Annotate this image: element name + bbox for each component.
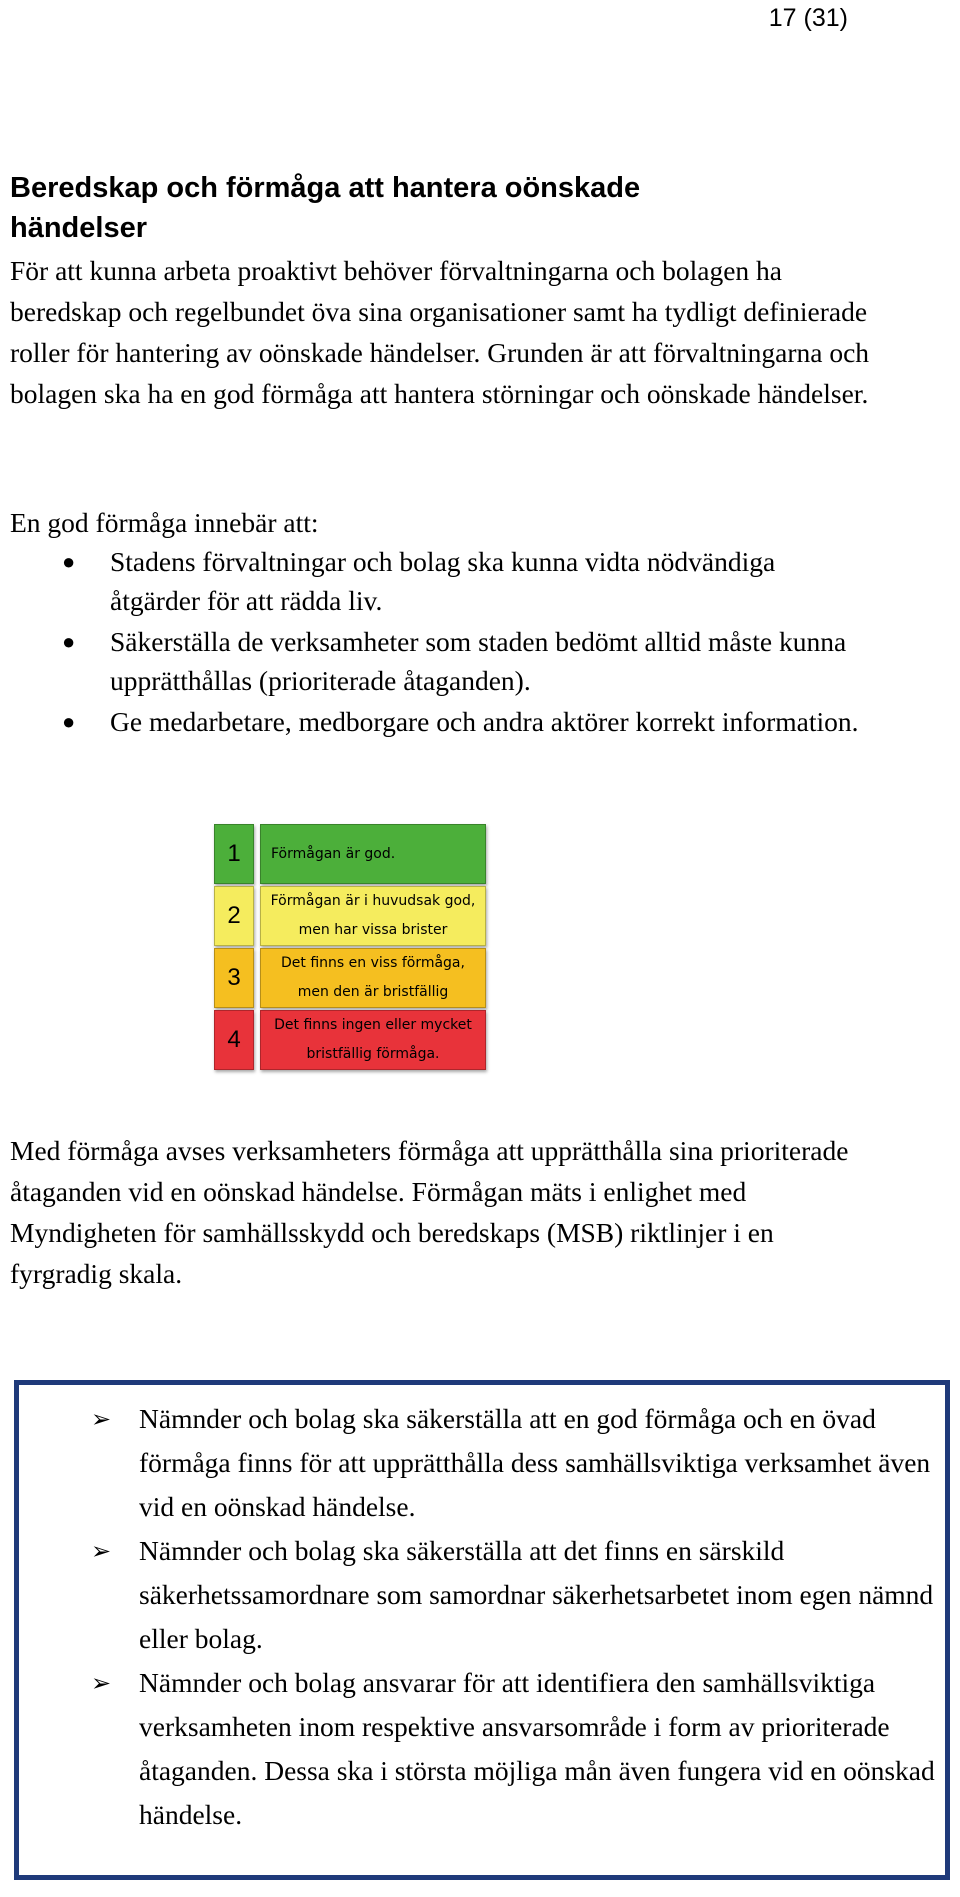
bullet-icon: ●: [62, 629, 76, 654]
ability-item-text: Stadens förvaltningar och bolag ska kunna vidta nödvändiga åtgärder för att rädda liv.: [110, 546, 776, 616]
ability-item-text: Ge medarbetare, medborgare och andra aktörer korrekt information.: [110, 706, 859, 737]
scale-level-number: 2: [214, 886, 254, 946]
arrowhead-right-icon: ➢: [91, 1537, 112, 1565]
scale-level-text: Det finns en viss förmåga, men den är bristfällig: [260, 948, 486, 1008]
ability-item-text: Säkerställa de verksamheter som staden bedömt alltid måste kunna upprätthållas (prioriterade åtaganden).: [110, 626, 847, 696]
list-item: [0, 542, 860, 620]
scale-row: [214, 886, 486, 946]
arrowhead-right-icon: ➢: [91, 1669, 112, 1697]
requirement-text: Nämnder och bolag ansvarar för att identifiera den samhällsviktiga verksamheten inom respektive ansvarsområde i form av prioriterade åtaganden. Dessa ska i största möjliga mån även fungera vid en oönskad händelse.: [139, 1667, 935, 1830]
requirements-box: [14, 1380, 950, 1880]
capability-scale: [214, 824, 486, 1072]
requirement-text: Nämnder och bolag ska säkerställa att det finns en särskild säkerhetssamordnare som samordnar säkerhetsarbetet inom egen nämnd eller bolag.: [139, 1535, 934, 1654]
arrowhead-right-icon: ➢: [91, 1405, 112, 1433]
intro-paragraph: För att kunna arbeta proaktivt behöver förvaltningarna och bolagen ha beredskap och regelbundet öva sina organisationer samt ha tydligt definierade roller för hantering av oönskade händelser. Grunden är att förvaltningarna och bolagen ska ha en god förmåga att hantera störningar och oönskade händelser.: [10, 255, 870, 409]
scale-level-text: Det finns ingen eller mycket bristfällig förmåga.: [260, 1010, 486, 1070]
list-item: [19, 1397, 955, 1529]
page-number: 17 (31): [768, 4, 848, 32]
bullet-icon: ●: [62, 549, 76, 574]
scale-level-number: 4: [214, 1010, 254, 1070]
ability-intro: En god förmåga innebär att:: [10, 507, 319, 538]
list-item: [19, 1661, 955, 1837]
scale-level-text: Förmågan är i huvudsak god, men har vissa brister: [260, 886, 486, 946]
list-item: [0, 702, 860, 741]
scale-level-text: Förmågan är god.: [260, 824, 486, 884]
scale-level-number: 3: [214, 948, 254, 1008]
section-heading: Beredskap och förmåga att hantera oönskade händelser: [10, 172, 641, 244]
scale-row: [214, 948, 486, 1008]
bullet-icon: ●: [62, 709, 76, 734]
ability-list: [0, 542, 860, 743]
list-item: [19, 1529, 955, 1661]
capability-paragraph: Med förmåga avses verksamheters förmåga att upprätthålla sina prioriterade åtaganden vid en oönskad händelse. Förmågan mäts i enlighet med Myndigheten för samhällsskydd och beredskaps (MSB) riktlinjer i en fyrgradig skala.: [10, 1135, 849, 1289]
scale-row: [214, 1010, 486, 1070]
list-item: [0, 622, 860, 700]
scale-row: [214, 824, 486, 884]
scale-level-number: 1: [214, 824, 254, 884]
requirement-text: Nämnder och bolag ska säkerställa att en god förmåga och en övad förmåga finns för att upprätthålla dess samhällsviktiga verksamhet även vid en oönskad händelse.: [139, 1403, 931, 1522]
requirements-list: [19, 1397, 955, 1837]
